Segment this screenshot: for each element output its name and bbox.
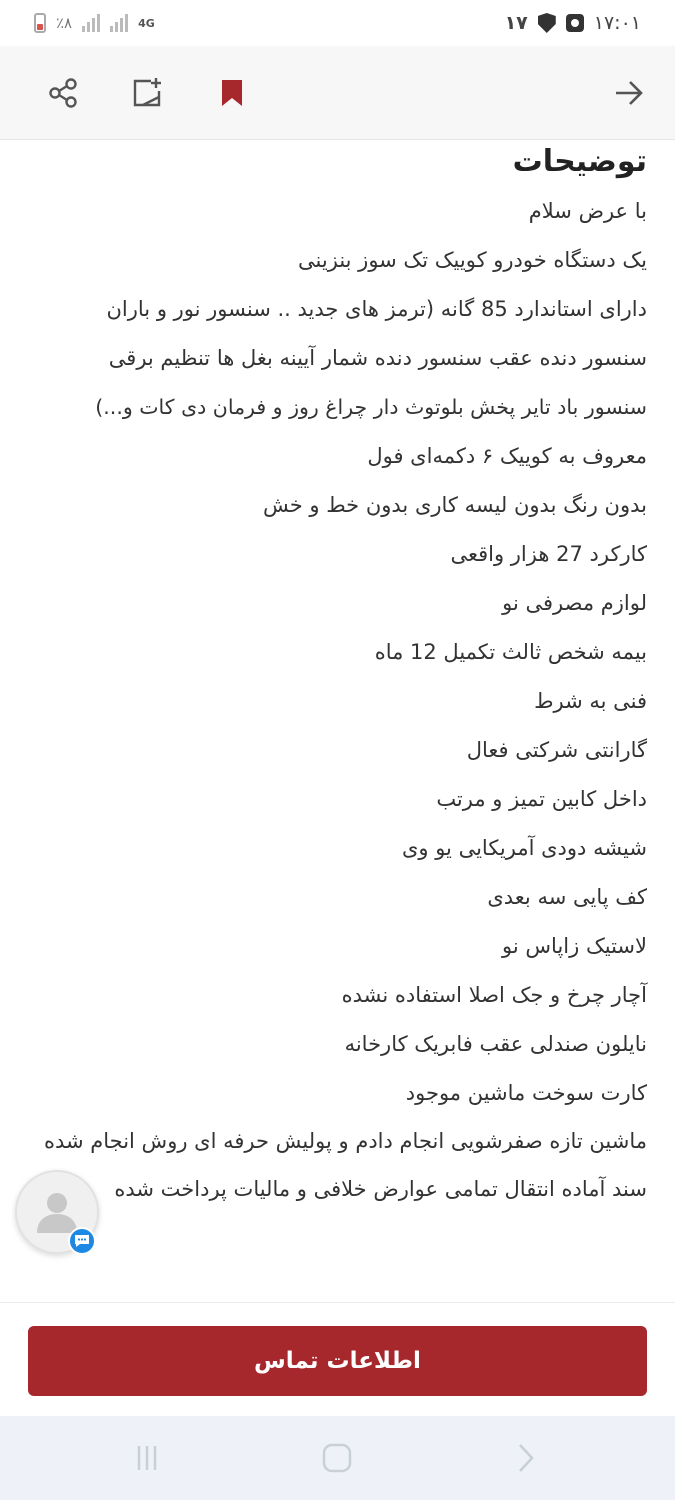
nav-back-button[interactable]: [505, 1438, 545, 1478]
signal-icon-2: [110, 14, 128, 32]
bookmark-icon: [219, 78, 245, 108]
user-avatar-icon: [35, 1189, 79, 1235]
battery-icon: [34, 13, 46, 33]
recent-apps-button[interactable]: [127, 1438, 167, 1478]
description-line: لوازم مصرفی نو: [502, 591, 647, 615]
description-line: با عرض سلام: [528, 199, 647, 223]
system-nav-bar: [0, 1416, 675, 1500]
section-title: توضیحات: [512, 144, 647, 179]
description-line: داخل کابین تمیز و مرتب: [436, 787, 647, 811]
clock-time: ۱۷:۰۱: [593, 12, 641, 34]
description-line: بدون رنگ بدون لیسه کاری بدون خط و خش: [263, 493, 647, 517]
status-bar: [0, 0, 675, 46]
status-left: [34, 13, 155, 33]
description-line: کارت سوخت ماشین موجود: [405, 1081, 647, 1105]
description-line: آچار چرخ و جک اصلا استفاده نشده: [341, 983, 647, 1007]
chat-icon: [74, 1234, 90, 1248]
contact-info-button[interactable]: اطلاعات تماس: [28, 1326, 647, 1396]
description-line: سنسور دنده عقب سنسور دنده شمار آیینه بغل ها تنظیم برقی: [108, 346, 647, 370]
recent-apps-icon: [132, 1443, 162, 1473]
alarm-icon: [566, 14, 584, 32]
description-line: بیمه شخص ثالث تکمیل 12 ماه: [374, 640, 647, 664]
bottom-action-area: [0, 1302, 675, 1416]
back-button[interactable]: [604, 68, 654, 118]
description-line: ماشین تازه صفرشویی انجام دادم و پولیش حرفه ای روش انجام شده: [43, 1129, 647, 1153]
back-arrow-icon: [613, 79, 645, 107]
signal-icon: [82, 14, 100, 32]
description-section: [0, 140, 675, 1300]
description-line: معروف به کوییک ۶ دکمه‌ای فول: [367, 444, 647, 468]
description-line: کارکرد 27 هزار واقعی: [450, 542, 647, 566]
shield-icon: [538, 13, 556, 33]
nav-back-icon: [512, 1442, 538, 1474]
chat-badge[interactable]: [68, 1227, 96, 1255]
description-line: لاستیک زاپاس نو: [502, 934, 647, 958]
description-line: دارای استاندارد 85 گانه (ترمز های جدید .. سنسور نور و باران: [106, 297, 647, 321]
description-line: کف پایی سه بعدی: [487, 885, 647, 909]
home-button[interactable]: [317, 1438, 357, 1478]
home-icon: [321, 1442, 353, 1474]
description-line: سند آماده انتقال تمامی عوارض خلافی و مالیات پرداخت شده: [114, 1177, 647, 1201]
share-button[interactable]: [38, 68, 88, 118]
add-note-button[interactable]: [122, 68, 172, 118]
notification-count: ۱۷: [504, 12, 528, 34]
description-line: فنی به شرط: [534, 689, 647, 713]
top-app-bar: [0, 46, 675, 140]
share-icon: [47, 77, 79, 109]
add-note-icon: [129, 75, 165, 111]
description-line: شیشه دودی آمریکایی یو وی: [401, 836, 647, 860]
description-line: گارانتی شرکتی فعال: [466, 738, 647, 762]
description-line: نایلون صندلی عقب فابریک کارخانه: [344, 1032, 647, 1056]
battery-percent: ٪۸: [56, 14, 73, 32]
bookmark-button[interactable]: [207, 68, 257, 118]
description-line: سنسور باد تایر پخش بلوتوث دار چراغ روز و فرمان دی کات و...): [95, 395, 647, 419]
description-line: یک دستگاه خودرو کوییک تک سوز بنزینی: [298, 248, 647, 272]
network-type: 4G: [138, 16, 155, 30]
status-right: [505, 12, 641, 34]
